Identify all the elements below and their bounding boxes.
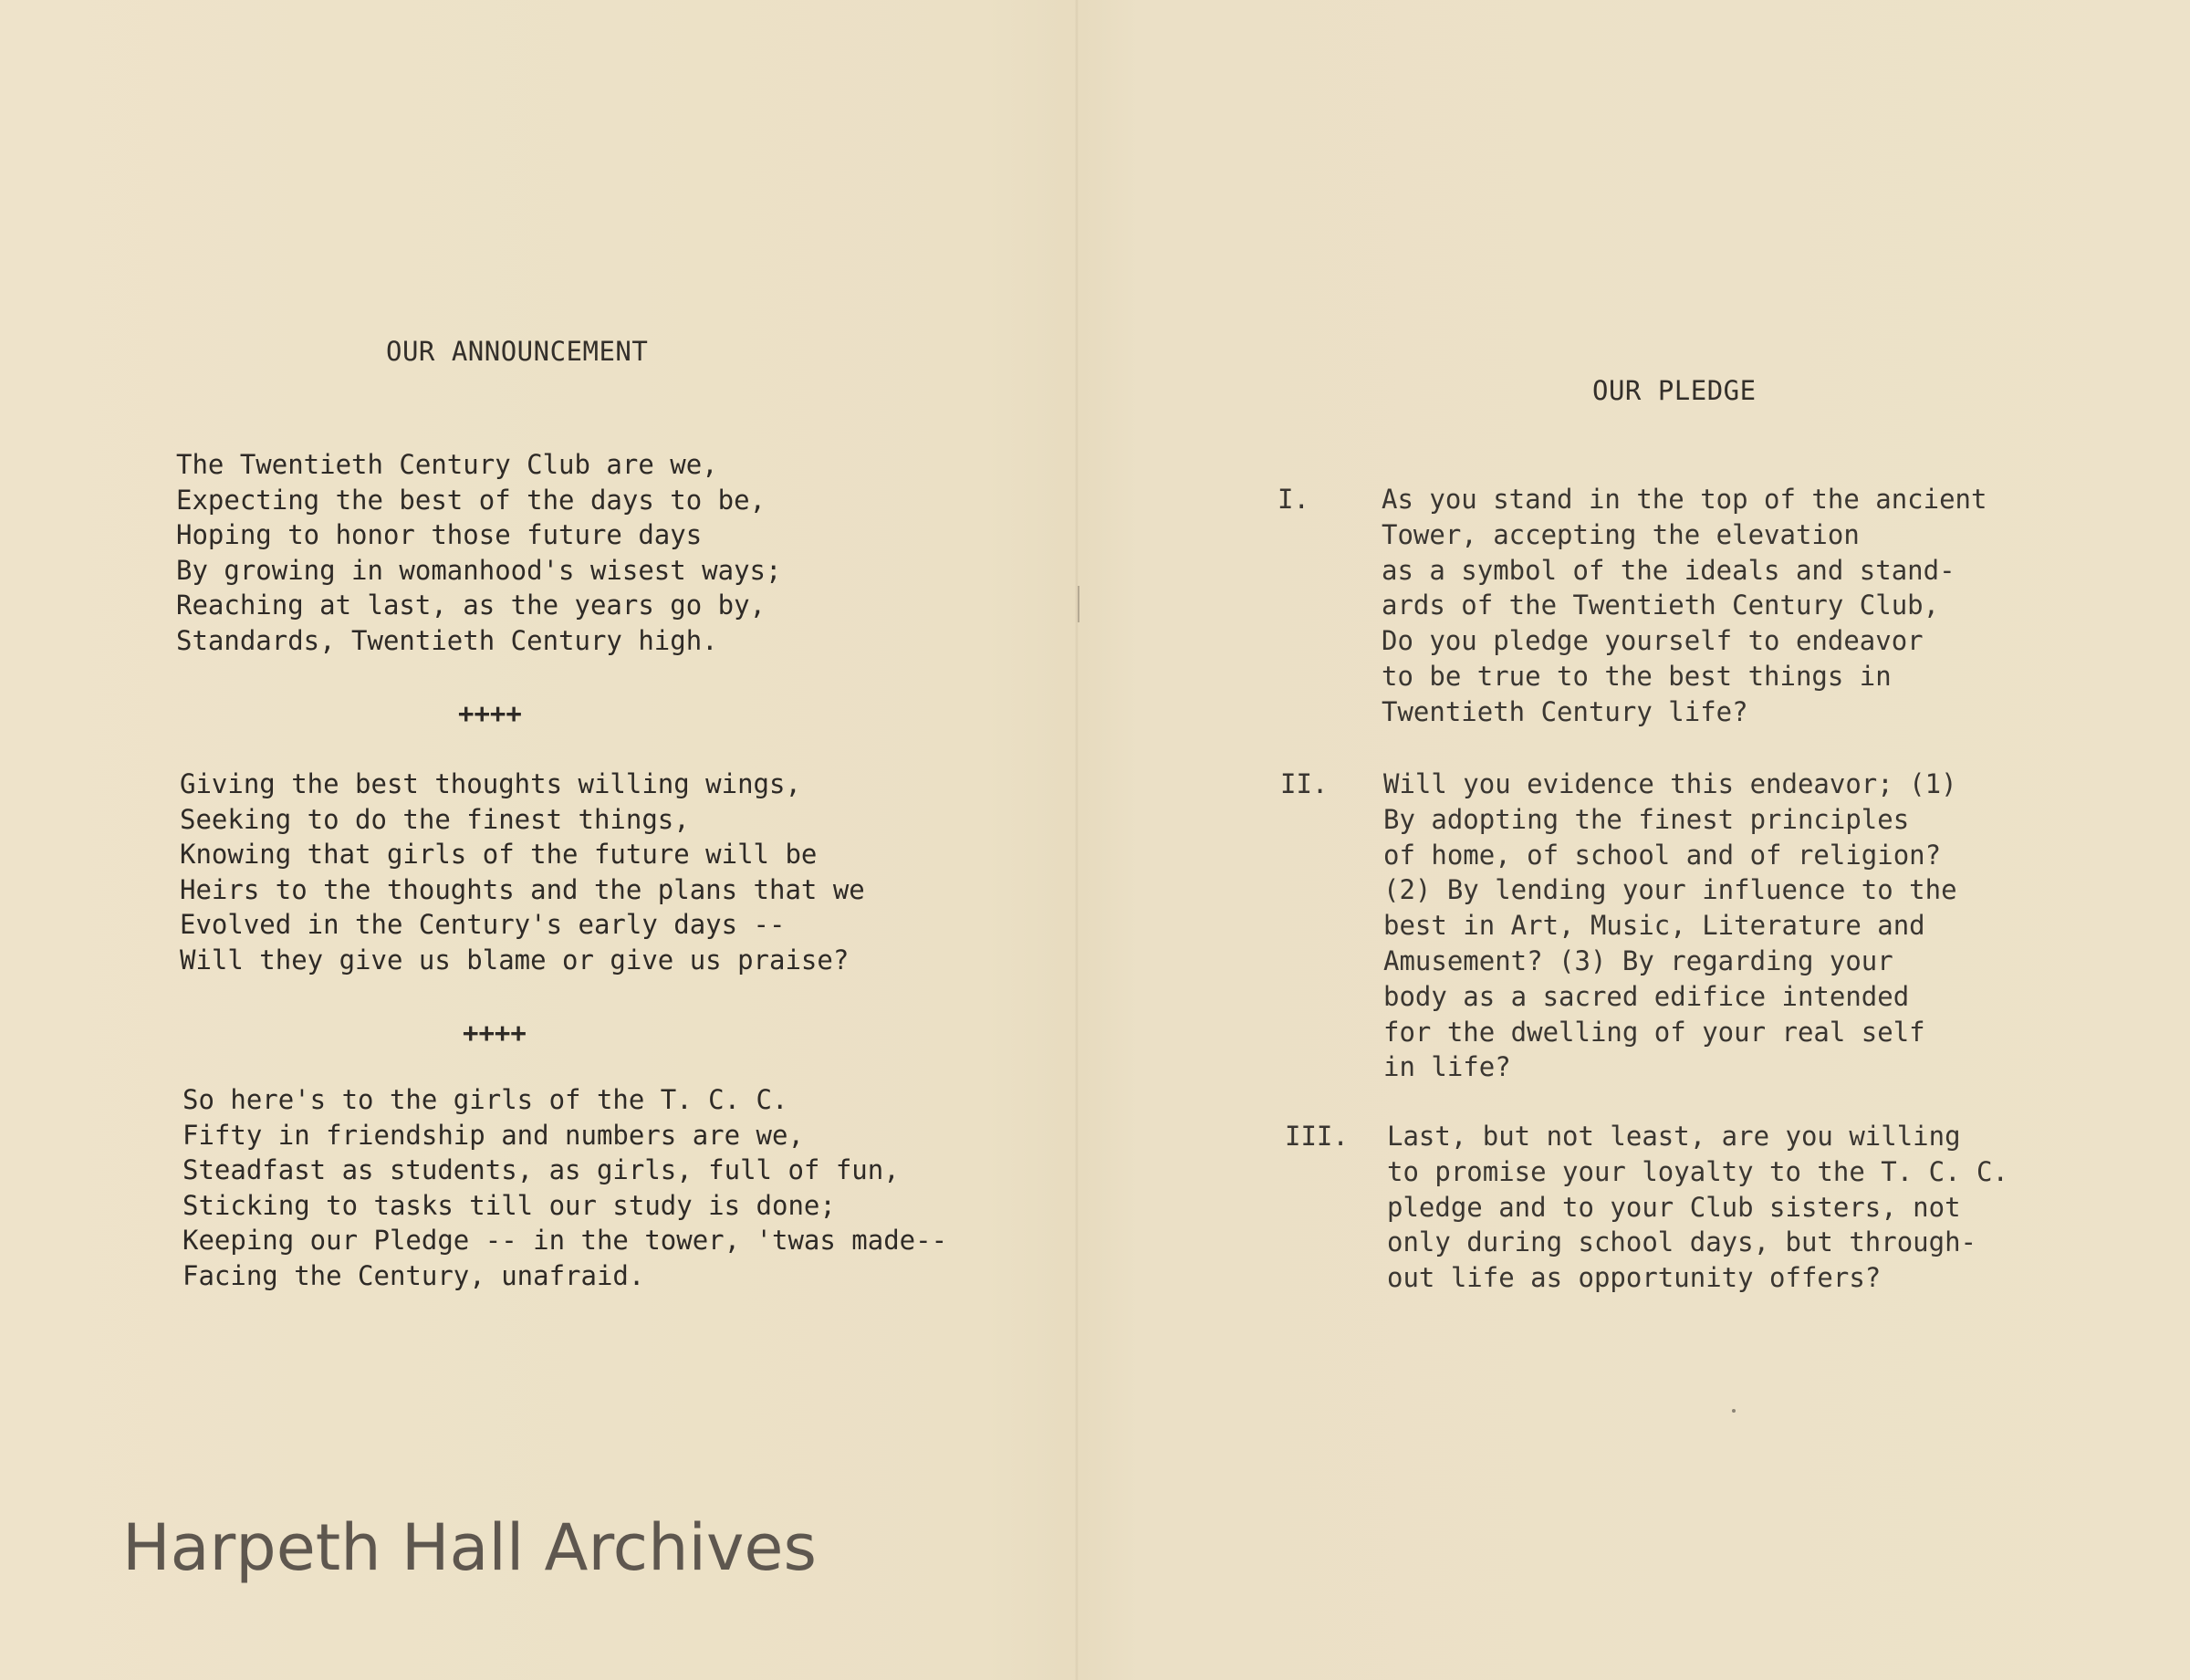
verse-line: Will they give us blame or give us praise? [180, 944, 850, 976]
stanza-separator: ++++ [463, 1017, 527, 1049]
pledge-line: ards of the Twentieth Century Club, [1382, 590, 1940, 621]
pledge-line: Tower, accepting the elevation [1382, 518, 1860, 550]
verse-line: Heirs to the thoughts and the plans that we [180, 873, 865, 905]
stanza-separator: ++++ [458, 698, 522, 729]
pledge-line: for the dwelling of your real self [1383, 1016, 1925, 1048]
pledge-line: to promise your loyalty to the T. C. C. [1387, 1155, 2008, 1187]
pledge-line: Last, but not least, are you willing [1387, 1121, 1961, 1152]
verse-line: Standards, Twentieth Century high. [176, 624, 718, 656]
pledge-line: only during school days, but through- [1387, 1226, 1977, 1258]
ink-speck [1732, 1409, 1736, 1413]
verse-line: Hoping to honor those future days [176, 519, 703, 550]
announcement-heading: OUR ANNOUNCEMENT [386, 336, 649, 367]
pledge-line: (2) By lending your influence to the [1383, 874, 1957, 906]
verse-line: Fifty in friendship and numbers are we, [182, 1119, 804, 1151]
pledge-numeral: III. [1285, 1121, 1349, 1152]
verse-line: Steadfast as students, as girls, full of fun, [182, 1154, 900, 1185]
pledge-line: out life as opportunity offers? [1387, 1262, 1882, 1294]
pledge-heading: OUR PLEDGE [1592, 375, 1757, 406]
pledge-line: By adopting the finest principles [1383, 803, 1910, 835]
stanza-2 [180, 767, 865, 977]
verse-line: Giving the best thoughts willing wings, [180, 768, 801, 799]
pledge-line: Do you pledge yourself to endeavor [1382, 625, 1924, 657]
stanza-3 [182, 1082, 947, 1293]
pledge-numeral: II. [1280, 768, 1329, 799]
pledge-line: As you stand in the top of the ancient [1382, 484, 1987, 515]
pledge-line: as a symbol of the ideals and stand- [1382, 554, 1955, 586]
pledge-text [1387, 1119, 2008, 1296]
pledge-line: body as a sacred edifice intended [1383, 980, 1910, 1012]
verse-line: Keeping our Pledge -- in the tower, 'twas made-- [182, 1225, 948, 1256]
pledge-line: of home, of school and of religion? [1383, 839, 1942, 871]
pledge-line: pledge and to your Club sisters, not [1387, 1191, 1961, 1223]
verse-line: Sticking to tasks till our study is done; [182, 1189, 836, 1221]
stanza-1 [176, 447, 781, 658]
pledge-numeral: I. [1278, 484, 1309, 515]
verse-line: The Twentieth Century Club are we, [176, 449, 718, 480]
verse-line: Seeking to do the finest things, [180, 803, 690, 835]
verse-line: Knowing that girls of the future will be [180, 839, 818, 870]
verse-line: Reaching at last, as the years go by, [176, 590, 766, 621]
pledge-line: best in Art, Music, Literature and [1383, 910, 1925, 942]
pledge-text [1383, 767, 1957, 1085]
pledge-line: Amusement? (3) By regarding your [1383, 944, 1893, 976]
archive-watermark: Harpeth Hall Archives [122, 1510, 817, 1585]
verse-line: Evolved in the Century's early days -- [180, 909, 786, 940]
pledge-line: Will you evidence this endeavor; (1) [1383, 768, 1957, 799]
verse-line: So here's to the girls of the T. C. C. [182, 1084, 788, 1115]
fold-mark [1078, 586, 1079, 622]
verse-line: Expecting the best of the days to be, [176, 484, 766, 516]
pledge-line: to be true to the best things in [1382, 660, 1892, 692]
pledge-text [1382, 482, 1987, 730]
pledge-line: in life? [1383, 1051, 1511, 1083]
center-fold [1075, 0, 1079, 1680]
verse-line: By growing in womanhood's wisest ways; [176, 554, 782, 586]
pledge-line: Twentieth Century life? [1382, 695, 1748, 727]
verse-line: Facing the Century, unafraid. [182, 1259, 645, 1291]
